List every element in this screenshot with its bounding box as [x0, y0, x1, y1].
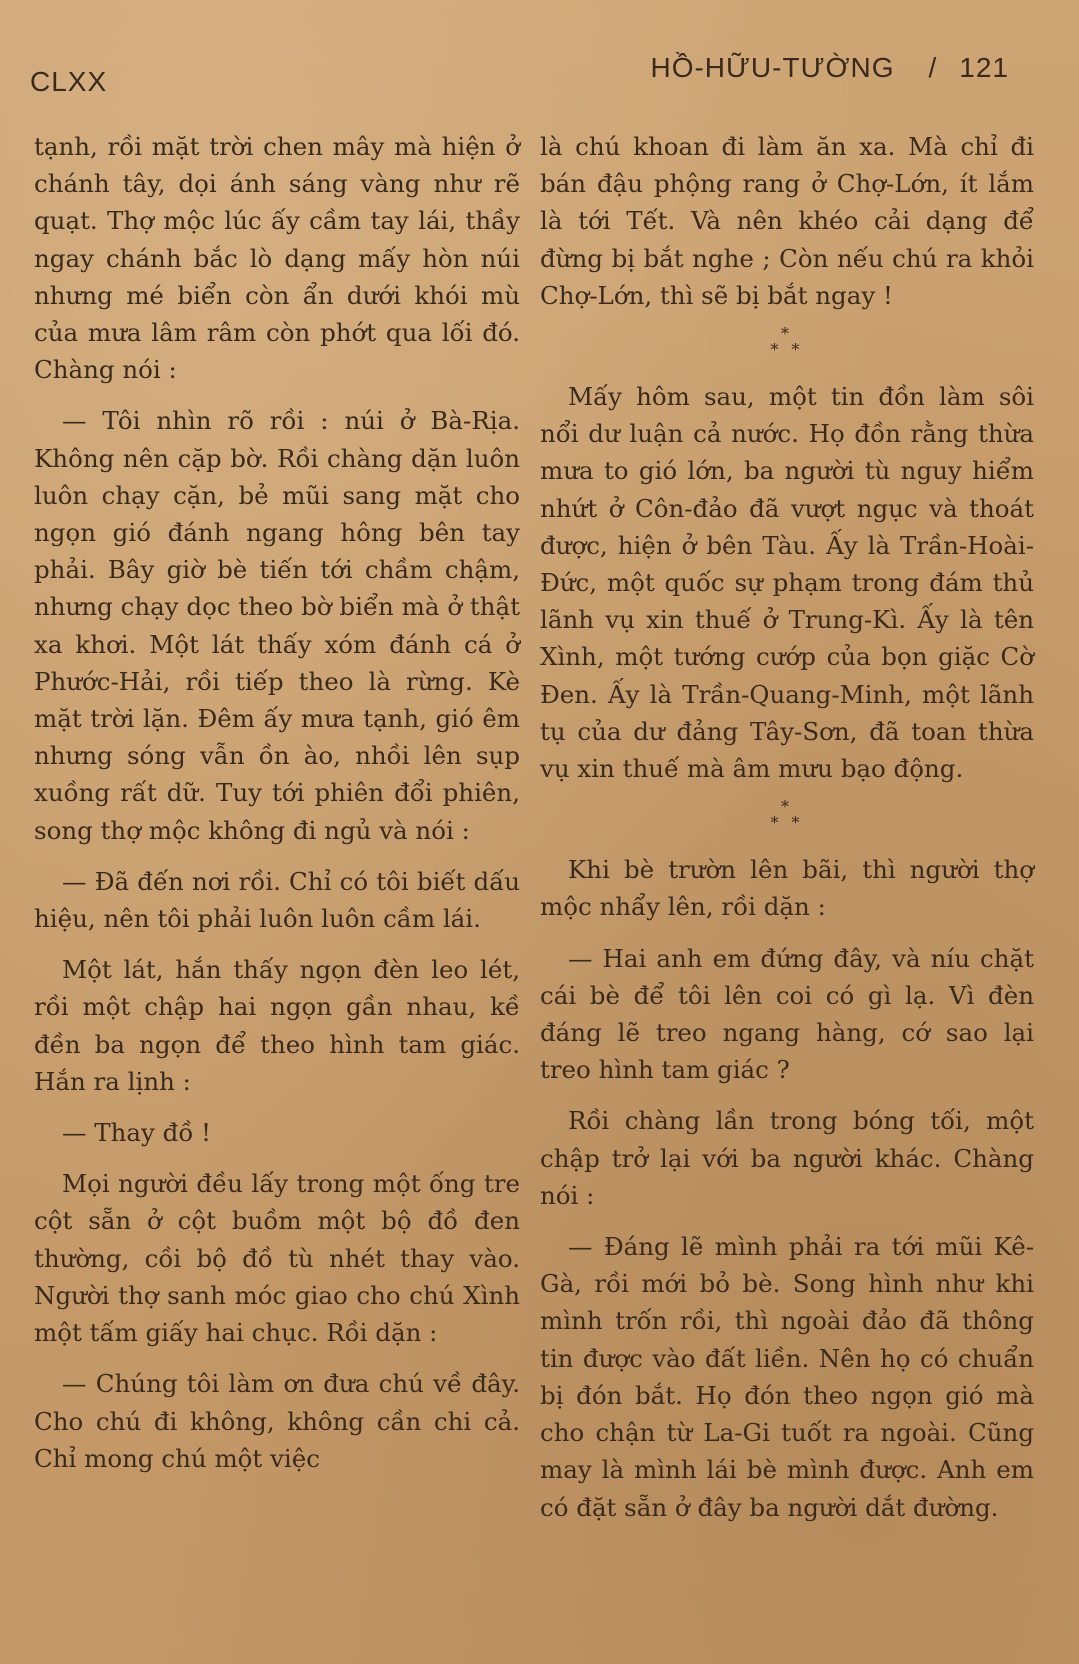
author-name: HỒ-HỮU-TƯỜNG — [650, 52, 895, 83]
left-column — [34, 128, 520, 1477]
page-number: 121 — [959, 52, 1009, 83]
right-column — [540, 128, 1034, 1526]
paragraph: — Đã đến nơi rồi. Chỉ có tôi biết dấu hiệu, nên tôi phải luôn luôn cầm lái. — [34, 866, 520, 934]
paragraph: — Đáng lẽ mình phải ra tới mũi Kê-Gà, rồi mới bỏ bè. Song hình như khi mình trốn rồi, thì ngoài đảo đã thông tin được vào đất liền. Nên họ có chuẩn bị đón bắt. Họ đón theo ngọn gió mà cho chận từ La-Gi tuốt ra ngoài. Cũng may là mình lái bè mình được. Anh em có đặt sẵn ở đây ba người dắt đường. — [540, 1232, 1034, 1522]
paragraph: — Chúng tôi làm ơn đưa chú về đây. Cho chú đi không, không cần chi cả. Chỉ mong chú một việc — [34, 1369, 520, 1473]
paragraph: là chú khoan đi làm ăn xa. Mà chỉ đi bán đậu phộng rang ở Chợ-Lớn, ít lắm là tới Tết. Và nên khéo cải dạng để đừng bị bắt nghe ; Còn nếu chú ra khỏi Chợ-Lớn, thì sẽ bị bắt ngay ! — [540, 132, 1034, 310]
paragraph: tạnh, rồi mặt trời chen mây mà hiện ở chánh tây, dọi ánh sáng vàng như rẽ quạt. Thợ mộc lúc ấy cầm tay lái, thầy ngay chánh bắc lò dạng mấy hòn núi nhưng mé biển còn ẩn dưới khói mù của mưa lâm râm còn phớt qua lối đó. Chàng nói : — [34, 132, 520, 385]
paragraph: — Thay đồ ! — [62, 1118, 211, 1148]
paragraph: Rồi chàng lần trong bóng tối, một chập trở lại với ba người khác. Chàng nói : — [540, 1106, 1034, 1210]
paragraph: Mấy hôm sau, một tin đồn làm sôi nổi dư luận cả nước. Họ đồn rằng thừa mưa to gió lớn, ba người tù nguy hiểm nhứt ở Côn-đảo đã vượt ngục và thoát được, hiện ở bên Tàu. Ấy là Trần-Hoài-Đức, một quốc sự phạm trong đám thủ lãnh vụ xin thuế ở Trung-Kì. Ấy là tên Xình, một tướng cướp của bọn giặc Cờ Đen. Ấy là Trần-Quang-Minh, một lãnh tụ của dư đảng Tây-Sơn, đã toan thừa vụ xin thuế mà âm mưu bạo động. — [540, 382, 1034, 784]
paragraph: — Hai anh em đứng đây, và níu chặt cái bè để tôi lên coi có gì lạ. Vì đèn đáng lẽ treo ngang hàng, cớ sao lại treo hình tam giác ? — [540, 943, 1034, 1085]
section-break-asterism: * * * — [770, 797, 804, 833]
chapter-numeral: CLXX — [30, 66, 108, 97]
paragraph: Một lát, hắn thấy ngọn đèn leo lét, rồi một chập hai ngọn gần nhau, kề đền ba ngọn để theo hình tam giác. Hắn ra lịnh : — [34, 955, 520, 1096]
paragraph: Khi bè trườn lên bãi, thì người thợ mộc nhẩy lên, rồi dặn : — [540, 855, 1034, 922]
page-header — [30, 52, 1009, 97]
running-head — [650, 52, 1009, 84]
header-separator: / — [928, 52, 938, 83]
paragraph: — Tôi nhìn rõ rồi : núi ở Bà-Rịa. Không nên cặp bờ. Rồi chàng dặn luôn luôn chạy cặn, bẻ mũi sang mặt cho ngọn gió đánh ngang hông bên tay phải. Bây giờ bè tiến tới chầm chậm, nhưng chạy dọc theo bờ biển mà ở thật xa khơi. Một lát thấy xóm đánh cá ở Phước-Hải, rồi tiếp theo là rừng. Kè mặt trời lặn. Đêm ấy mưa tạnh, gió êm nhưng sóng vẫn ồn ào, nhồi lên sụp xuồng rất dữ. Tuy tới phiên đổi phiên, song thợ mộc không đi ngủ và nói : — [34, 406, 520, 845]
paragraph: Mọi người đều lấy trong một ống tre cột sẵn ở cột buồm một bộ đồ đen thường, cồi bộ đồ tù nhét thay vào. Người thợ sanh móc giao cho chú Xình một tấm giấy hai chục. Rồi dặn : — [34, 1169, 520, 1348]
section-break-asterism: * * * — [770, 324, 804, 360]
